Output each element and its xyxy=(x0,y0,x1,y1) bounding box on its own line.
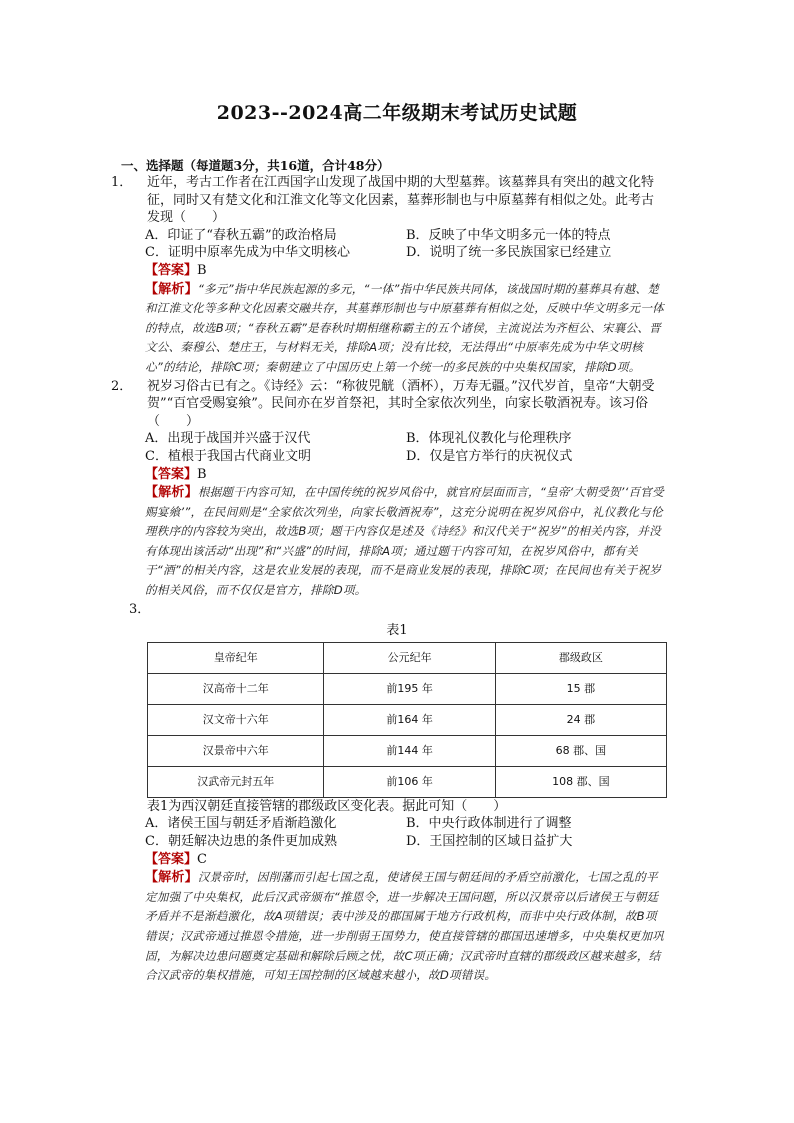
option-a: A．印证了“春秋五霸”的政治格局 xyxy=(145,227,337,243)
explanation xyxy=(145,280,665,378)
option-c: C．植根于我国古代商业文明 xyxy=(145,448,311,464)
option-d: D．王国控制的区域日益扩大 xyxy=(406,834,573,850)
table-header: 郡级政区 xyxy=(495,642,666,673)
table-cell: 前144 年 xyxy=(324,735,495,766)
option-group xyxy=(145,430,665,465)
explanation-text: “多元”指中华民族起源的多元，“一体”指中华民族共同体，该战国时期的墓葬具有越、楚和江淮文化等多种文化因素交融共存，其墓葬形制也与中原墓葬有相似之处，反映中华文明多元一体的特点，故选B项；“春秋五霸”是春秋时期相继称霸主的五个诸侯，主流说法为齐桓公、宋襄公、晋文公、秦穆公、楚庄王，与材料无关，排除A项；没有比较，无法得出“中原率先成为中华文明核心”的结论，排除C项；秦朝建立了中国历史上第一个统一的多民族的中央集权国家，排除D项。 xyxy=(145,281,664,374)
question-text: 近年，考古工作者在江西国字山发现了战国中期的大型墓葬。该墓葬具有突出的越文化特征，同时又有楚文化和江淮文化等文化因素，墓葬形制也与中原墓葬有相似之处。此考古发现（ ） xyxy=(147,175,655,226)
table-header: 公元纪年 xyxy=(324,642,495,673)
table-header: 皇帝纪年 xyxy=(148,642,324,673)
question-2 xyxy=(111,378,665,601)
option-c: C．朝廷解决边患的条件更加成熟 xyxy=(145,834,337,850)
question-1 xyxy=(111,174,665,378)
explanation-text: 汉景帝时，因削藩而引起七国之乱，使诸侯王国与朝廷间的矛盾空前激化，七国之乱的平定加强了中央集权，此后汉武帝颁布“推恩令，进一步解决王国问题，所以汉景帝以后诸侯王与朝廷矛盾并不是渐趋激化，故A项错误；表中涉及的郡国属于地方行政机构，而非中央行政体制，故B项错误；汉武帝通过推恩令措施，进一步削弱王国势力，使直接管辖的郡国迅速增多，中央集权更加巩固，为解决边患问题奠定基础和解除后顾之忧，故C项正确；汉武帝时直辖的郡级政区越来越多，结合汉武帝的集权措施，可知王国控制的区域越来越小，故D项错误。 xyxy=(145,870,664,983)
table-row xyxy=(148,766,667,797)
table-row xyxy=(148,704,667,735)
explanation-label: 【解析】 xyxy=(145,485,198,501)
explanation xyxy=(145,483,665,601)
answer-value: C xyxy=(197,851,207,867)
option-c: C．证明中原率先成为中华文明核心 xyxy=(145,245,350,261)
question-number: 1． xyxy=(111,175,133,190)
table-caption: 表1 xyxy=(386,623,408,639)
question-3 xyxy=(129,601,665,986)
answer-line xyxy=(145,851,665,869)
question-stem xyxy=(111,378,665,431)
explanation-label: 【解析】 xyxy=(145,281,198,297)
table-row xyxy=(148,673,667,704)
question-number: 3． xyxy=(129,601,151,617)
table-header-row xyxy=(148,642,667,673)
explanation-text: 根据题干内容可知，在中国传统的祝岁风俗中，就官府层面而言，“皇帝‘大朝受贺’‘百官受赐宴飨’”，在民间则是“全家依次列坐，向家长敬酒祝寿”，这充分说明在祝岁风俗中，礼仪教化与伦理秩序的内容较为突出，故选B项；题干内容仅是述及《诗经》和汉代关于“祝岁”的相关内容，并没有体现出该活动“出现”和“兴盛”的时间，排除A项；通过题干内容可知，在祝岁风俗中，都有关于“酒”的相关内容，这是农业发展的表现，而不是商业发展的表现，排除C项；在民间也有关于祝岁的相关风俗，而不仅仅是官方，排除D项。 xyxy=(145,485,664,598)
option-b: B．中央行政体制进行了调整 xyxy=(406,816,572,832)
answer-line xyxy=(145,466,665,484)
answer-value: B xyxy=(197,466,207,482)
table-cell: 汉高帝十二年 xyxy=(148,673,324,704)
question-text: 祝岁习俗古已有之。《诗经》云：“称彼兕觥（酒杯），万寿无疆。”汉代岁首，皇帝“大朝受贺”“百官受赐宴飨”。民间亦在岁首祭祀，其时全家依次列坐，向家长敬酒祝寿。该习俗（ ） xyxy=(147,378,655,429)
page-title: 2023--2024高二年级期末考试历史试题 xyxy=(216,102,578,124)
question-stem: 表1为西汉朝廷直接管辖的郡级政区变化表。据此可知（ ） xyxy=(147,798,507,814)
question-number: 2． xyxy=(111,378,133,394)
answer-label: 【答案】 xyxy=(145,466,198,482)
table-cell: 前106 年 xyxy=(324,766,495,797)
option-group xyxy=(145,815,665,850)
table-cell: 汉武帝元封五年 xyxy=(148,766,324,797)
section-heading: 一、选择题（每道题3分，共16道，合计48分） xyxy=(121,158,390,173)
table-row xyxy=(148,735,667,766)
explanation-label: 【解析】 xyxy=(145,870,198,886)
question-list xyxy=(111,174,665,986)
option-a: A．出现于战国并兴盛于汉代 xyxy=(145,431,311,447)
table-cell: 68 郡、国 xyxy=(495,735,666,766)
option-d: D．仅是官方举行的庆祝仪式 xyxy=(406,448,573,464)
table-cell: 前164 年 xyxy=(324,704,495,735)
table-cell: 108 郡、国 xyxy=(495,766,666,797)
explanation xyxy=(145,868,665,986)
table-cell: 汉文帝十六年 xyxy=(148,704,324,735)
table-cell: 前195 年 xyxy=(324,673,495,704)
option-a: A．诸侯王国与朝廷矛盾渐趋激化 xyxy=(145,816,337,832)
answer-label: 【答案】 xyxy=(145,262,198,278)
option-b: B．反映了中华文明多元一体的特点 xyxy=(406,227,611,243)
answer-label: 【答案】 xyxy=(145,851,198,867)
answer-line xyxy=(145,262,665,280)
table-cell: 15 郡 xyxy=(495,673,666,704)
table-cell: 汉景帝中六年 xyxy=(148,735,324,766)
question-stem xyxy=(111,174,665,227)
option-d: D．说明了统一多民族国家已经建立 xyxy=(406,245,612,261)
option-b: B．体现礼仪教化与伦理秩序 xyxy=(406,431,572,447)
option-group xyxy=(145,227,665,262)
data-table xyxy=(147,642,667,798)
table-cell: 24 郡 xyxy=(495,704,666,735)
answer-value: B xyxy=(197,262,207,278)
